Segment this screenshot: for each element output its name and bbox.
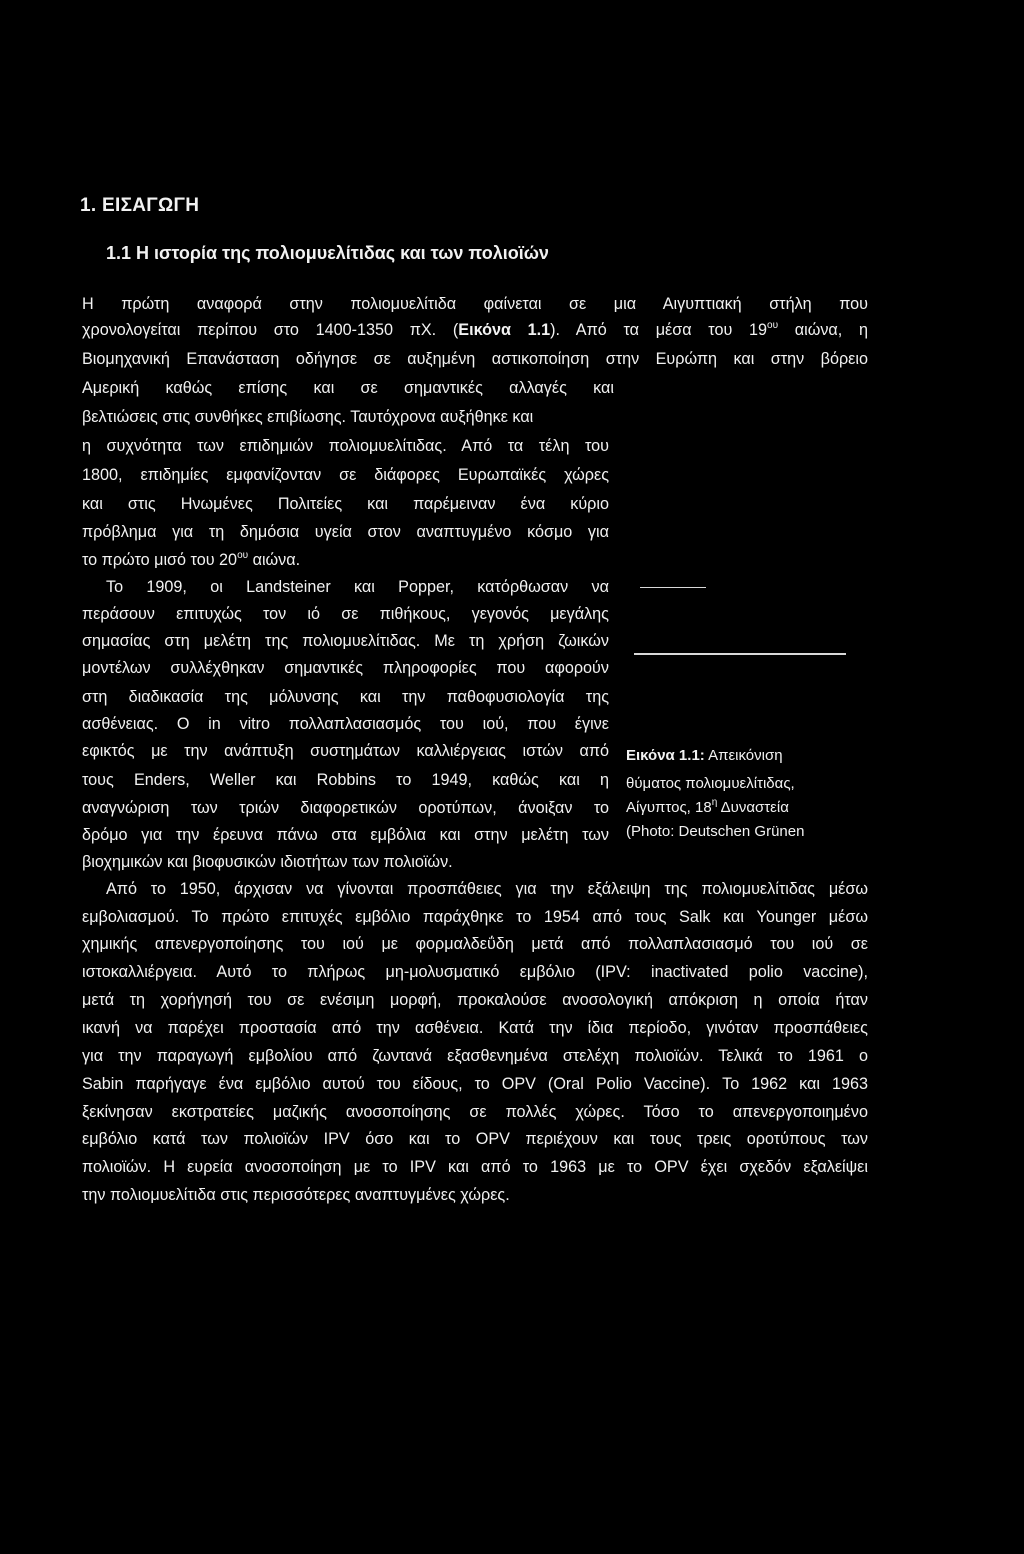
figure-caption-line: Αίγυπτος, $18^\eta$ Δυναστεία — [626, 797, 789, 816]
paragraph-line: πολιοϊών. Η ευρεία ανοσοποίηση με το IPV και από το 1963 με το OPV έχει σχεδόν εξαλείψει — [82, 1158, 868, 1176]
paragraph-line: ικανή να παρέχει προστασία από την ασθένεια. Κατά την ίδια περίοδο, γινόταν προσπάθειες — [82, 1019, 868, 1037]
paragraph-line: η συχνότητα των επιδημιών πολιομυελίτιδας. Από τα τέλη του — [82, 437, 609, 455]
paragraph-line: σημασίας στη μελέτη της πολιομυελίτιδας. Με τη χρήση ζωικών — [82, 632, 609, 650]
paragraph-line: στη διαδικασία της μόλυνσης και την παθοφυσιολογία της — [82, 688, 609, 706]
paragraph-line: ασθένειας. Ο in vitro πολλαπλασιασμός του ιού, που έγινε — [82, 715, 609, 733]
paragraph-line: Βιομηχανική Επανάσταση οδήγησε σε αυξημένη αστικοποίηση στην Ευρώπη και στην βόρειο — [82, 350, 868, 368]
paragraph-line: 1800, επιδημίες εμφανίζονταν σε διάφορες Ευρωπαϊκές χώρες — [82, 466, 609, 484]
paragraph-line: χημικής απενεργοποίησης του ιού με φορμαλδεΰδη μετά από πολλαπλασιασμό του ιού σε — [82, 935, 868, 953]
section-heading: 1.1 Η ιστορία της πολιομυελίτιδας και των πολιοϊών — [106, 243, 549, 263]
paragraph-line: ιστοκαλλιέργεια. Αυτό το πλήρως μη-μολυσματικό εμβόλιο (IPV: inactivated polio vaccine), — [82, 963, 868, 981]
paragraph-line: αναγνώριση των τριών διαφορετικών οροτύπων, άνοιξαν το — [82, 799, 609, 817]
figure-rule — [634, 653, 846, 655]
paragraph-line: ξεκίνησαν εκστρατείες μαζικής ανοσοποίησης σε πολλές χώρες. Τόσο το απενεργοποιημένο — [82, 1103, 868, 1121]
paragraph-line: δρόμο για την έρευνα πάνω στα εμβόλια και στην μελέτη των — [82, 826, 609, 844]
paragraph-line: για την παραγωγή εμβολίου από ζωντανά εξασθενημένα στελέχη πολιοϊών. Τελικά το 1961 ο — [82, 1047, 868, 1065]
paragraph-line: Sabin παρήγαγε ένα εμβόλιο αυτού του είδους, το OPV (Oral Polio Vaccine). Το 1962 και 1963 — [82, 1075, 868, 1093]
paragraph-line: μετά τη χορήγησή του σε ενέσιμη μορφή, προκαλούσε ανοσολογική απόκριση η οποία ήταν — [82, 991, 868, 1009]
paragraph-line: εμβόλιο κατά των πολιοϊών IPV όσο και το OPV περιέχουν και τους τρεις οροτύπους των — [82, 1130, 868, 1148]
figure-rule — [640, 587, 706, 588]
figure-caption-line: Εικόνα 1.1: Απεικόνιση — [626, 747, 783, 764]
figure-caption-line: θύματος πολιομυελίτιδας, — [626, 775, 795, 792]
paragraph-line: περάσουν επιτυχώς τον ιό σε πιθήκους, γεγονός μεγάλης — [82, 605, 609, 623]
paragraph-line: τους Enders, Weller και Robbins το 1949, καθώς και η — [82, 771, 609, 789]
paragraph-line: Το 1909, οι Landsteiner και Popper, κατόρθωσαν να — [106, 578, 609, 596]
paragraph-line: μοντέλων συλλέχθηκαν σημαντικές πληροφορίες που αφορούν — [82, 659, 609, 677]
paragraph-line: την πολιομυελίτιδα στις περισσότερες αναπτυγμένες χώρες. — [82, 1186, 510, 1204]
caption-label: Εικόνα 1.1: — [626, 747, 705, 764]
paragraph-line: και στις Ηνωμένες Πολιτείες και παρέμειναν ένα κύριο — [82, 495, 609, 513]
paragraph-line: Από το 1950, άρχισαν να γίνονται προσπάθειες για την εξάλειψη της πολιομυελίτιδας μέσω — [106, 880, 868, 898]
chapter-heading: 1. ΕΙΣΑΓΩΓΗ — [80, 195, 200, 216]
paragraph-line: το πρώτο μισό του $20^{o\upsilon}$ αιώνα. — [82, 550, 301, 569]
paragraph-line: εφικτός με την ανάπτυξη συστημάτων καλλιέργειας ιστών από — [82, 742, 609, 760]
paragraph-line: βιοχημικών και βιοφυσικών ιδιοτήτων των πολιοϊών. — [82, 853, 453, 871]
paragraph-line: Αμερική καθώς επίσης και σε σημαντικές αλλαγές και — [82, 379, 614, 397]
paragraph-line: βελτιώσεις στις συνθήκες επιβίωσης. Ταυτόχρονα αυξήθηκε και — [82, 408, 534, 426]
figure-caption-line: (Photo: Deutschen Grünen — [626, 823, 805, 840]
paragraph-line: εμβολιασμού. Το πρώτο επιτυχές εμβόλιο παράχθηκε το 1954 από τους Salk και Younger μέσω — [82, 908, 868, 926]
figure-reference: Εικόνα 1.1 — [458, 321, 551, 339]
paragraph-line: πρόβλημα για τη δημόσια υγεία στον αναπτυγμένο κόσμο για — [82, 523, 609, 541]
paragraph-line: Η πρώτη αναφορά στην πολιομυελίτιδα φαίνεται σε μια Αιγυπτιακή στήλη που — [82, 295, 868, 313]
paragraph-line: χρονολογείται περίπου στο 1400-1350 πΧ. (Εικόνα 1.1). Από τα μέσα του $19^{o\upsilon}$ αιώνα, η — [82, 320, 868, 339]
